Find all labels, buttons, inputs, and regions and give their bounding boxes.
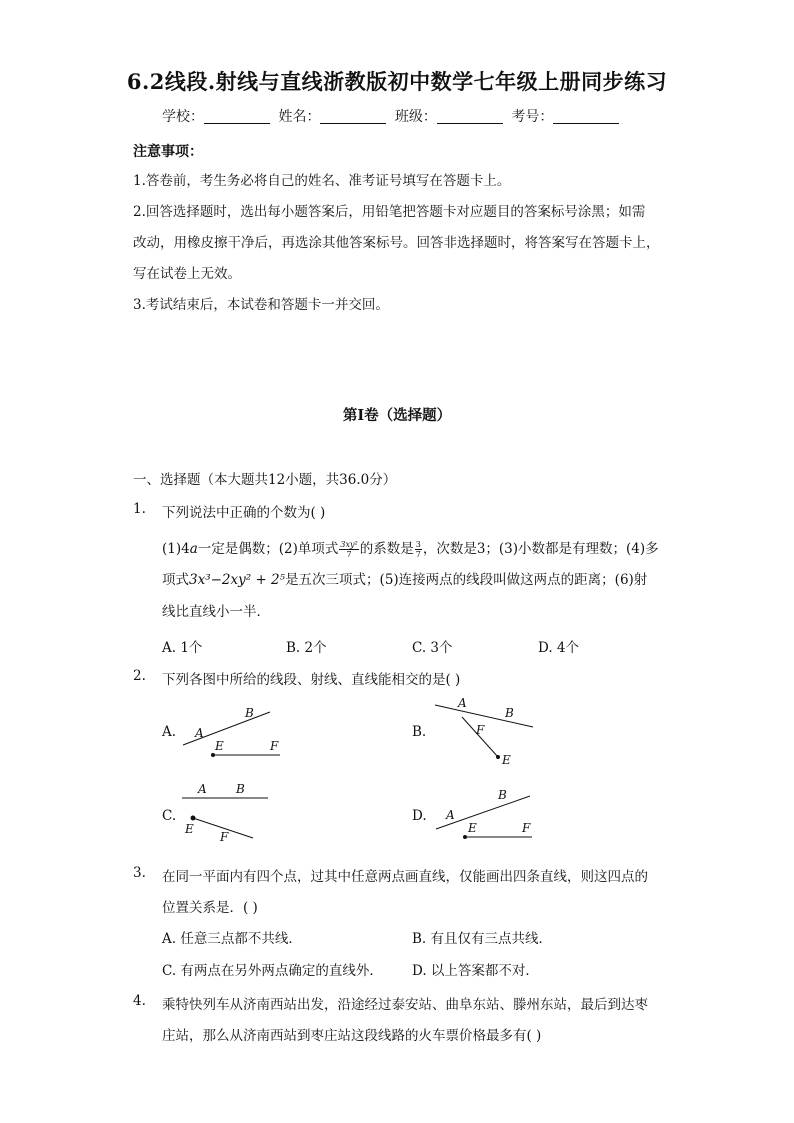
figure-option-b: [430, 695, 540, 770]
page-title: 6.2线段.射线与直线浙教版初中数学七年级上册同步练习: [126, 69, 668, 94]
label-f: F: [476, 723, 485, 737]
part-heading: 一、选择题（本大题共12小题，共36.0分）: [133, 472, 397, 488]
name-label: 姓名：: [278, 109, 321, 125]
exam-number-blank[interactable]: [553, 109, 619, 124]
question-stem-cont: 位置关系是．( ): [162, 900, 258, 916]
option-d[interactable]: D. 以上答案都不对．: [412, 963, 539, 979]
option-a[interactable]: A. 任意三点都不共线．: [162, 931, 302, 947]
option-d[interactable]: D. 4个: [538, 640, 580, 656]
note-item: 2.回答选择题时，选出每小题答案后，用铅笔把答题卡对应题目的答案标号涂黑；如需: [133, 204, 646, 220]
label-e: E: [215, 739, 224, 753]
option-a[interactable]: A. 1个: [162, 640, 203, 656]
question-number: 3.: [133, 865, 146, 881]
label-e: E: [502, 753, 511, 767]
point-e: [463, 835, 467, 839]
figure-option-c-label[interactable]: C.: [162, 808, 177, 824]
question-stem: 下列说法中正确的个数为( ): [162, 505, 326, 521]
student-info-row: [162, 106, 623, 126]
figure-option-d-label[interactable]: D.: [412, 808, 427, 824]
school-label: 学校：: [162, 109, 204, 125]
question-number: 1.: [133, 501, 146, 517]
label-f: F: [220, 830, 229, 844]
label-f: F: [522, 821, 531, 835]
question-stem: 在同一平面内有四个点，过其中任意两点画直线，仅能画出四条直线，则这四点的: [162, 869, 648, 885]
option-b[interactable]: B. 2个: [286, 640, 327, 656]
question-stem: 乘特快列车从济南西站出发，沿途经过泰安站、曲阜东站、滕州东站，最后到达枣: [162, 997, 648, 1013]
question-stem-cont: 庄站，那么从济南西站到枣庄站这段线路的火车票价格最多有( ): [162, 1028, 542, 1044]
label-a: A: [458, 696, 467, 710]
note-item: 1.答卷前，考生务必将自己的姓名、准考证号填写在答题卡上。: [133, 173, 511, 189]
option-c[interactable]: C. 有两点在另外两点确定的直线外．: [162, 963, 383, 979]
question-1-line-3: 线比直线小一半．: [162, 604, 270, 620]
figure-option-c: [178, 778, 278, 843]
note-item: 3.考试结束后，本试卷和答题卡一并交回。: [133, 297, 389, 313]
note-item: 写在试卷上无效。: [133, 266, 241, 282]
class-blank[interactable]: [437, 109, 503, 124]
figure-option-a: [175, 700, 295, 765]
note-item: 改动，用橡皮擦干净后，再选涂其他答案标号。回答非选择题时，将答案写在答题卡上，: [133, 235, 660, 251]
name-blank[interactable]: [320, 109, 386, 124]
question-number: 4.: [133, 993, 146, 1009]
option-c[interactable]: C. 3个: [412, 640, 453, 656]
exam-number-label: 考号：: [511, 109, 554, 125]
label-a: A: [195, 726, 204, 740]
figure-option-b-label[interactable]: B.: [412, 724, 427, 740]
fraction: $\frac{3}{7}$: [415, 540, 421, 559]
figure-option-a-label[interactable]: A.: [162, 724, 177, 740]
label-b: B: [236, 782, 245, 796]
label-b: B: [498, 788, 507, 802]
point-e: [211, 753, 215, 757]
point-e: [496, 755, 500, 759]
option-b[interactable]: B. 有且仅有三点共线．: [412, 931, 553, 947]
label-a: A: [198, 782, 207, 796]
label-e: E: [185, 822, 194, 836]
label-f: F: [270, 739, 279, 753]
section-heading: 第I卷（选择题）: [342, 407, 452, 424]
point-e: [191, 816, 196, 821]
figure-option-d: [432, 782, 542, 842]
label-b: B: [505, 706, 514, 720]
fraction: $\frac{\text{3xy²}}{7}$: [340, 540, 358, 559]
question-1-line-1: (1)4a一定是偶数；(2)单项式 $\frac{\text{3xy²}}{7}$ 的系数是 $\frac{3}{7}$ ，次数是3；(3)小数都是有理数；(4)多: [162, 540, 659, 559]
label-b: B: [245, 706, 254, 720]
label-e: E: [468, 821, 477, 835]
class-label: 班级：: [394, 109, 437, 125]
label-a: A: [446, 808, 455, 822]
notes-title: 注意事项：: [133, 144, 203, 160]
question-number: 2.: [133, 668, 146, 684]
question-stem: 下列各图中所给的线段、射线、直线能相交的是( ): [162, 672, 461, 688]
question-1-line-2: 项式3x³−2xy² + 2⁵是五次三项式；(5)连接两点的线段叫做这两点的距离；(6)射: [162, 572, 648, 588]
school-blank[interactable]: [204, 109, 270, 124]
